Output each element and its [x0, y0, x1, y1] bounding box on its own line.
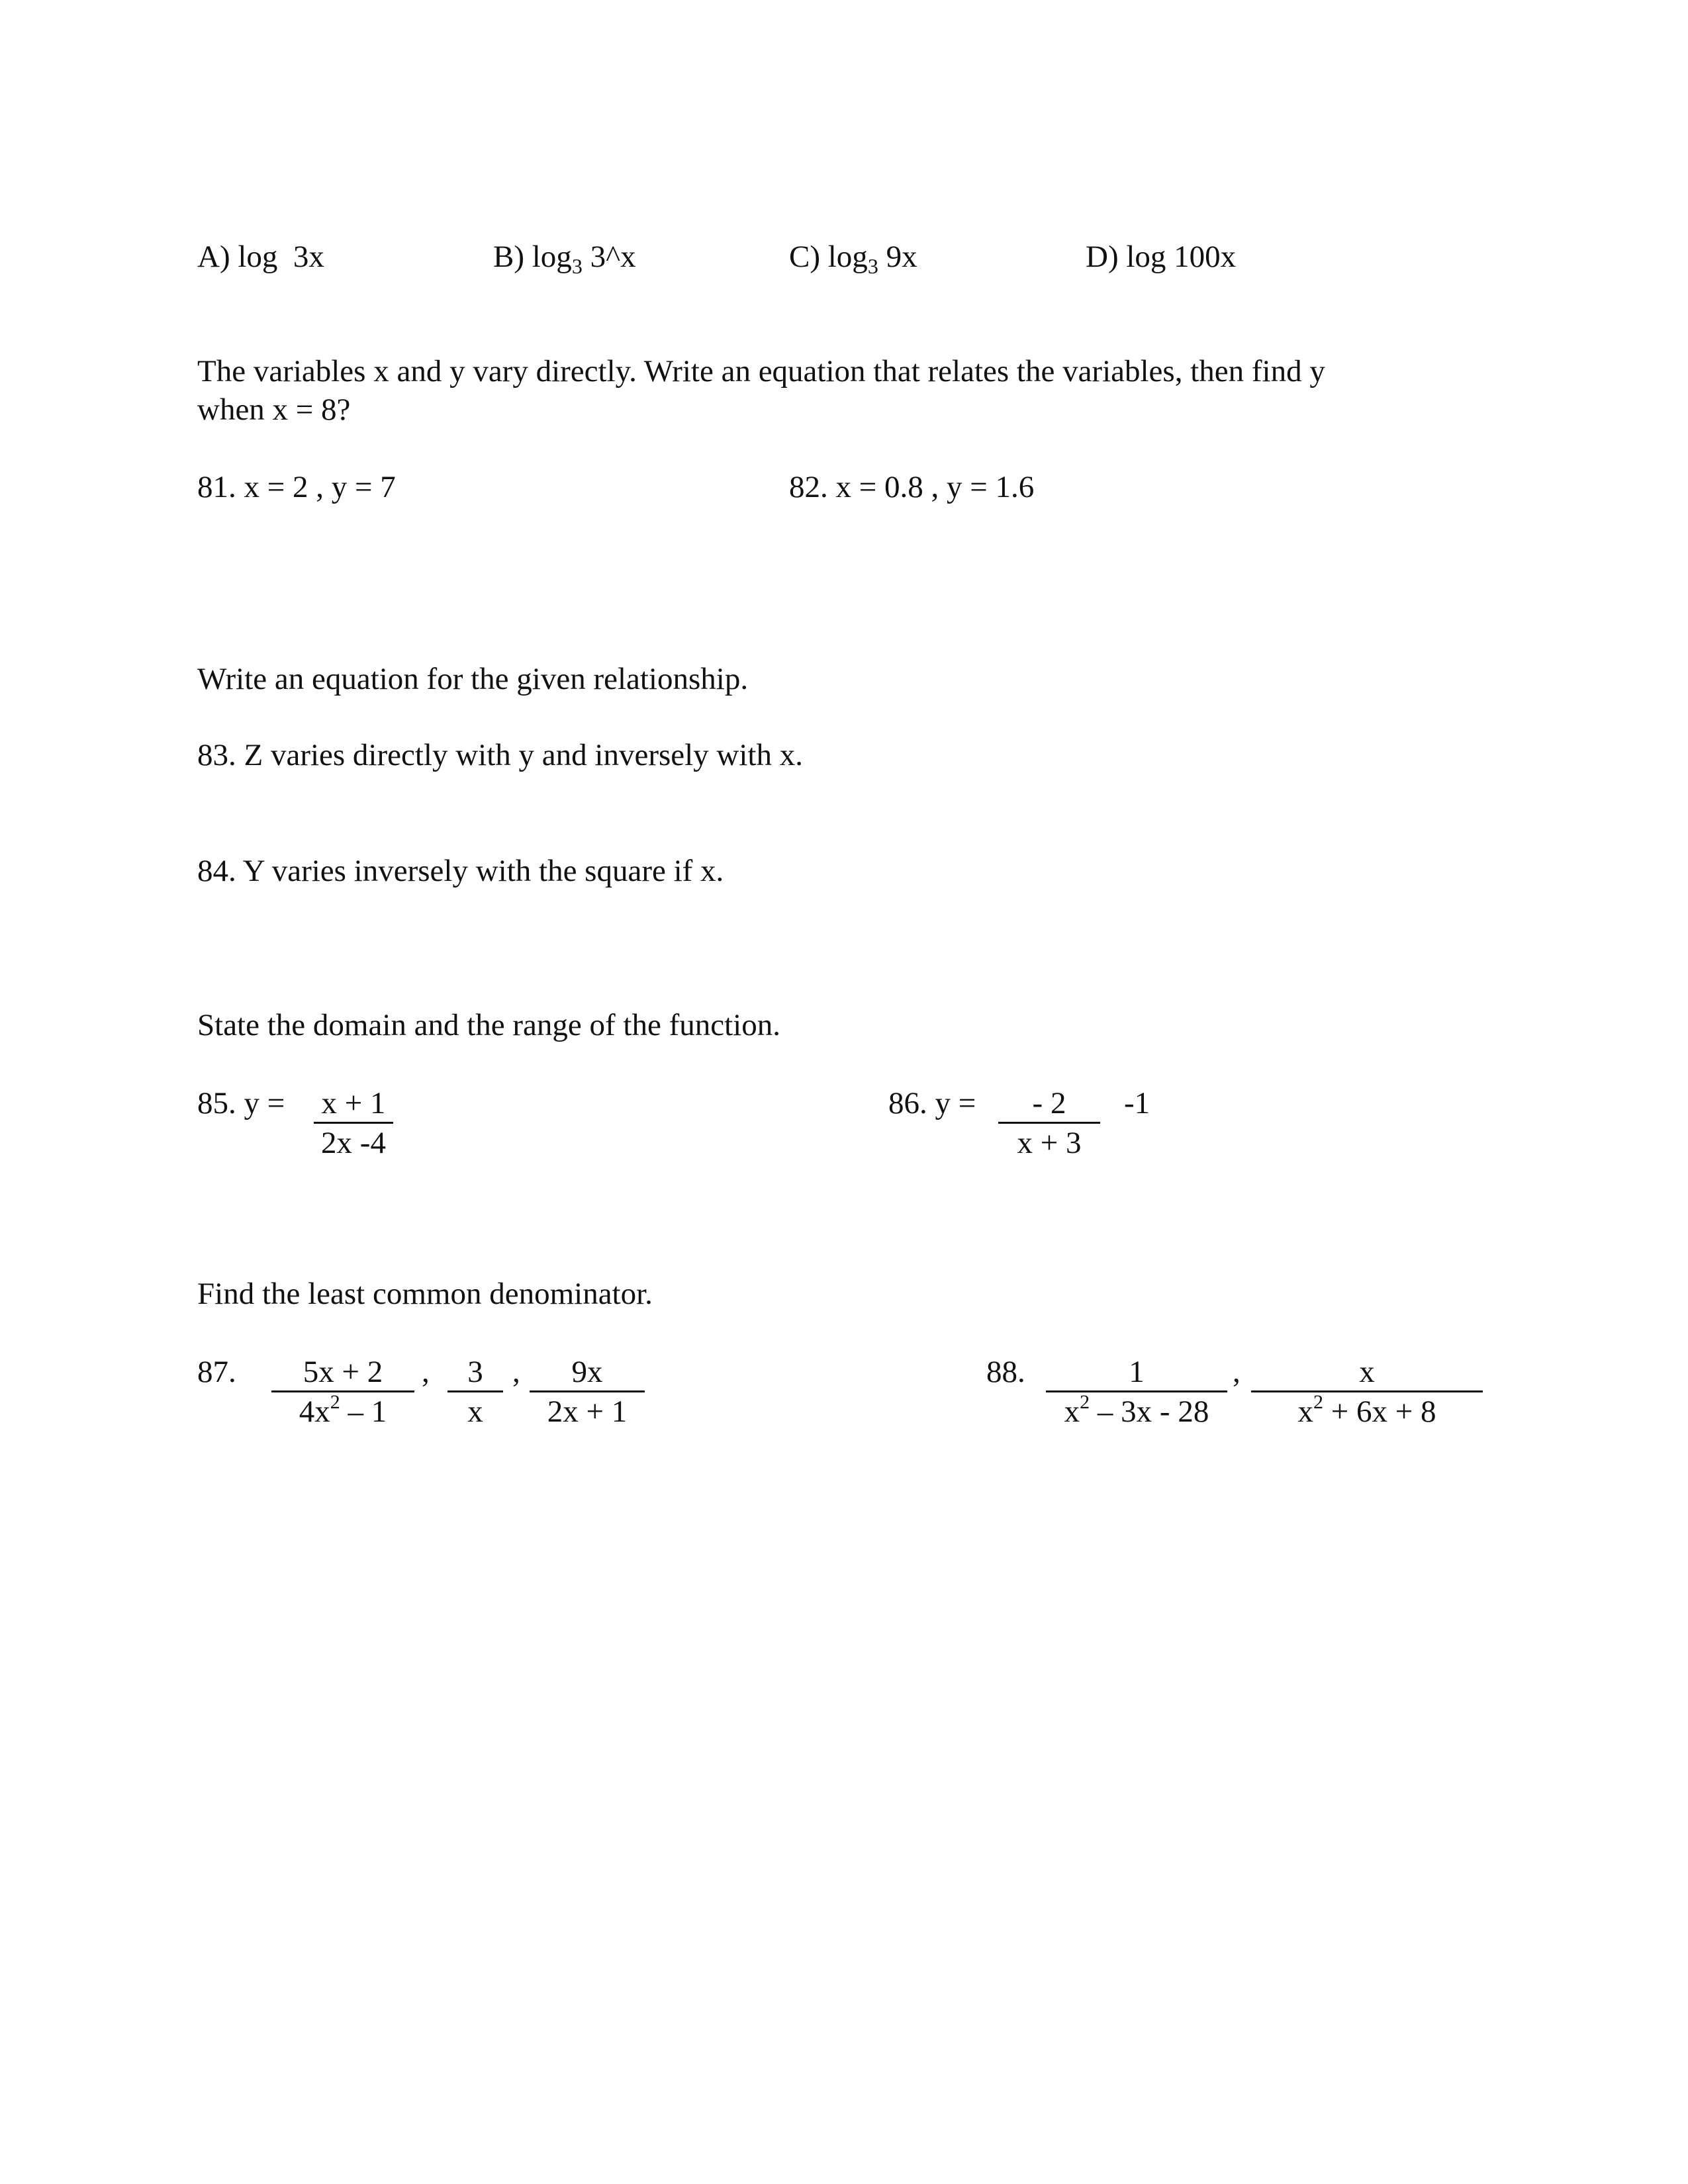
question-86-denominator: x + 3 — [1017, 1126, 1082, 1160]
question-88-f2-denominator: $x^2 + 6x + 8$ — [1297, 1391, 1436, 1429]
domain-range-instruction: State the domain and the range of the function. — [197, 1008, 780, 1042]
question-85-label: 85. y = — [197, 1086, 285, 1120]
question-84: 84. Y varies inversely with the square if x. — [197, 854, 724, 888]
question-85-denominator: 2x -4 — [321, 1126, 386, 1160]
question-88-comma: , — [1233, 1355, 1241, 1389]
question-87-f1-numerator: 5x + 2 — [271, 1357, 414, 1392]
question-87-fraction-1 — [271, 1357, 414, 1428]
question-82: 82. x = 0.8 , y = 1.6 — [789, 470, 1035, 504]
choice-a: A) log 3x — [197, 240, 324, 274]
question-85-fraction — [314, 1088, 393, 1159]
relationship-instruction: Write an equation for the given relationship. — [197, 662, 749, 696]
choice-b: B) $\log_3$ 3^x — [493, 240, 636, 278]
lcd-instruction: Find the least common denominator. — [197, 1277, 653, 1311]
question-88-fraction-1 — [1046, 1357, 1227, 1428]
question-88-label: 88. — [986, 1355, 1025, 1389]
question-87-fraction-2 — [447, 1357, 503, 1428]
question-88-f2-numerator: x — [1251, 1357, 1483, 1392]
question-88-fraction-2 — [1251, 1357, 1483, 1428]
question-86-tail: -1 — [1124, 1086, 1150, 1120]
question-87-fraction-3 — [530, 1357, 645, 1428]
question-87-f2-denominator: x — [467, 1394, 483, 1429]
question-81: 81. x = 2 , y = 7 — [197, 470, 396, 504]
question-87-f3-denominator: 2x + 1 — [547, 1394, 628, 1429]
question-83: 83. Z varies directly with y and inversely with x. — [197, 738, 803, 772]
direct-variation-instruction-line1: The variables x and y vary directly. Write an equation that relates the variables, then find y — [197, 354, 1325, 388]
question-87-f1-denominator: $4x^2 - 1$ — [299, 1391, 387, 1429]
question-87-comma-1: , — [422, 1355, 430, 1389]
question-85-numerator: x + 1 — [314, 1088, 393, 1124]
question-87-f2-numerator: 3 — [447, 1357, 503, 1392]
question-87-f3-numerator: 9x — [530, 1357, 645, 1392]
question-88-f1-numerator: 1 — [1046, 1357, 1227, 1392]
question-88-f1-denominator: $x^2 - 3x - 28$ — [1064, 1391, 1209, 1429]
choice-c: C) $\log_3 9x$ — [789, 240, 917, 278]
question-87-comma-2: , — [512, 1355, 520, 1389]
choice-d: D) log 100x — [1086, 240, 1237, 274]
question-86-label: 86. y = — [888, 1086, 976, 1120]
direct-variation-instruction-line2: when x = 8? — [197, 392, 351, 427]
question-87-label: 87. — [197, 1355, 236, 1389]
question-86-fraction — [998, 1088, 1100, 1159]
question-86-numerator: - 2 — [998, 1088, 1100, 1124]
